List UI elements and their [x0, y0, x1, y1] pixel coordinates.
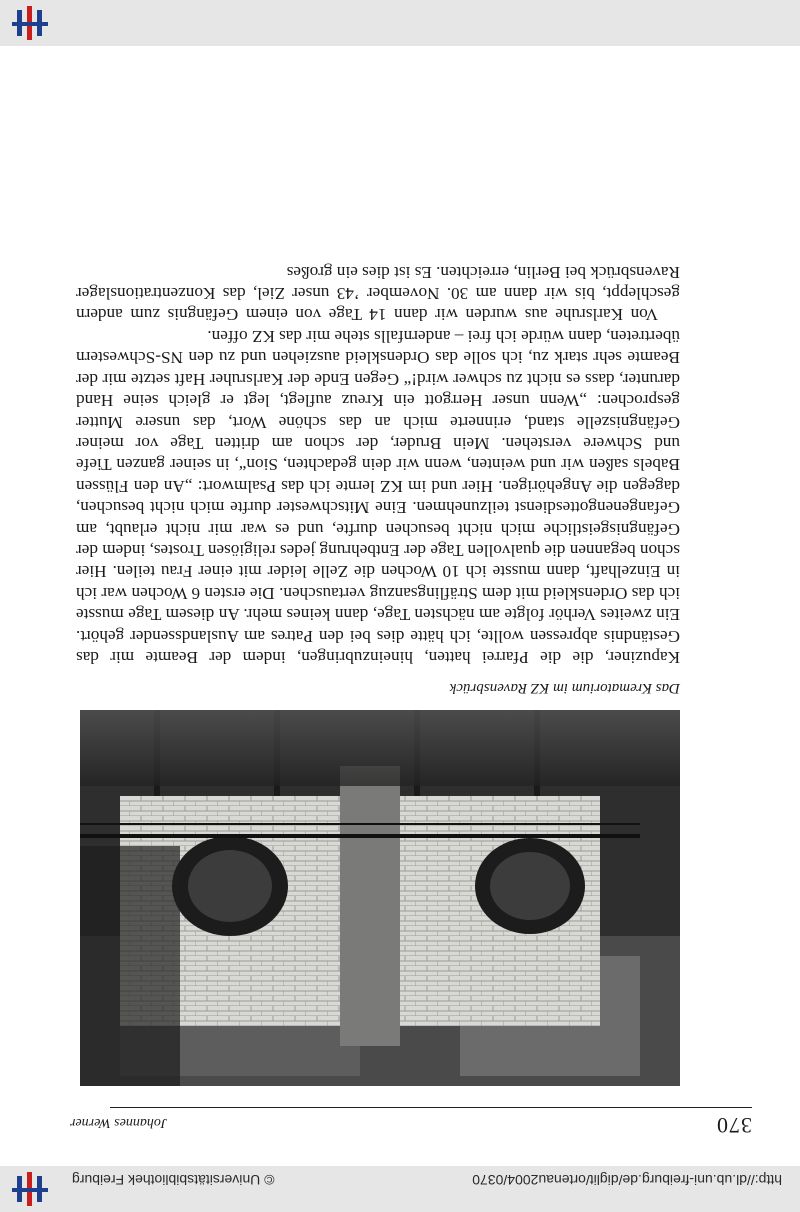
library-logo-icon: [8, 6, 52, 40]
body-text: [76, 261, 680, 668]
viewer-header-bar: [0, 0, 800, 46]
header-rule: [110, 1107, 752, 1108]
source-url[interactable]: http://dl.ub.uni-freiburg.de/diglit/ortenau2004/0370: [472, 1172, 782, 1188]
viewer-footer-bar: [0, 1166, 800, 1212]
photo-illustration: [80, 710, 680, 1086]
photo-caption: Das Krematorium im KZ Ravensbrück: [449, 680, 680, 696]
paragraph: Von Karlsruhe aus wurden wir dann 14 Tage von einem Gefängnis zum andern geschleppt, bis wir dann am 30. November ’43 unser Ziel, das Konzentrationslager Ravensbrück bei Berlin, erreichten. Es ist dies ein großes: [76, 262, 680, 325]
crematorium-photo: [80, 710, 680, 1086]
paragraph: Kapuziner, die die Pfarrei hatten, hineinzubringen, indem der Beamte mir das Geständnis abpressen wollte, ich hätte dies bei den Patres am Auslandssender gehört. Ein zweites Verhör folgte am nächsten Tage, dann keines mehr. An diesem Tage musste ich das Ordenskleid mit dem Sträflingsanzug vertauschen. Die ersten 6 Wochen war ich in Einzelhaft, dann musste ich 10 Wochen die Zelle leider mit einer Frau teilen. Hier schon begannen die qualvollen Tage der Entbehrung jedes religiösen Trostes, indem der Gefängnisgeistliche mich nicht besuchen durfte, und es war mir nicht erlaubt, am Gefangenengottesdienst teilzunehmen. Eine Mitschwester durfte mich nicht besuchen, dagegen die Angehörigen. Hier und im KZ lernte ich das Psalmwort: „An den Flüssen Babels saßen wir und weinten, wenn wir dein gedachten, Sion“, in seiner ganzen Tiefe und Schwere verstehen. Mein Bruder, der schon am dritten Tage vor meiner Gefängniszelle stand, erinnerte mich an das schöne Wort, das unsere Mutter gesprochen: „Wenn unser Herrgott ein Kreuz auflegt, legt er gleich seine Hand darunter, dass es nicht zu schwer wird!“ Gegen Ende der Karlsruher Haft setzte mir der Beamte sehr stark zu, ich solle das Ordenskleid ausziehen und zu den NS-Schwestern übertreten, dann würde ich frei – andernfalls stehe mir das KZ offen.: [76, 326, 680, 667]
library-logo-icon: [8, 1172, 52, 1206]
running-header-author: Johannes Werner: [70, 1115, 168, 1130]
library-credit: © Universitätsbibliothek Freiburg: [72, 1172, 275, 1188]
page-number: 370: [716, 1113, 752, 1138]
